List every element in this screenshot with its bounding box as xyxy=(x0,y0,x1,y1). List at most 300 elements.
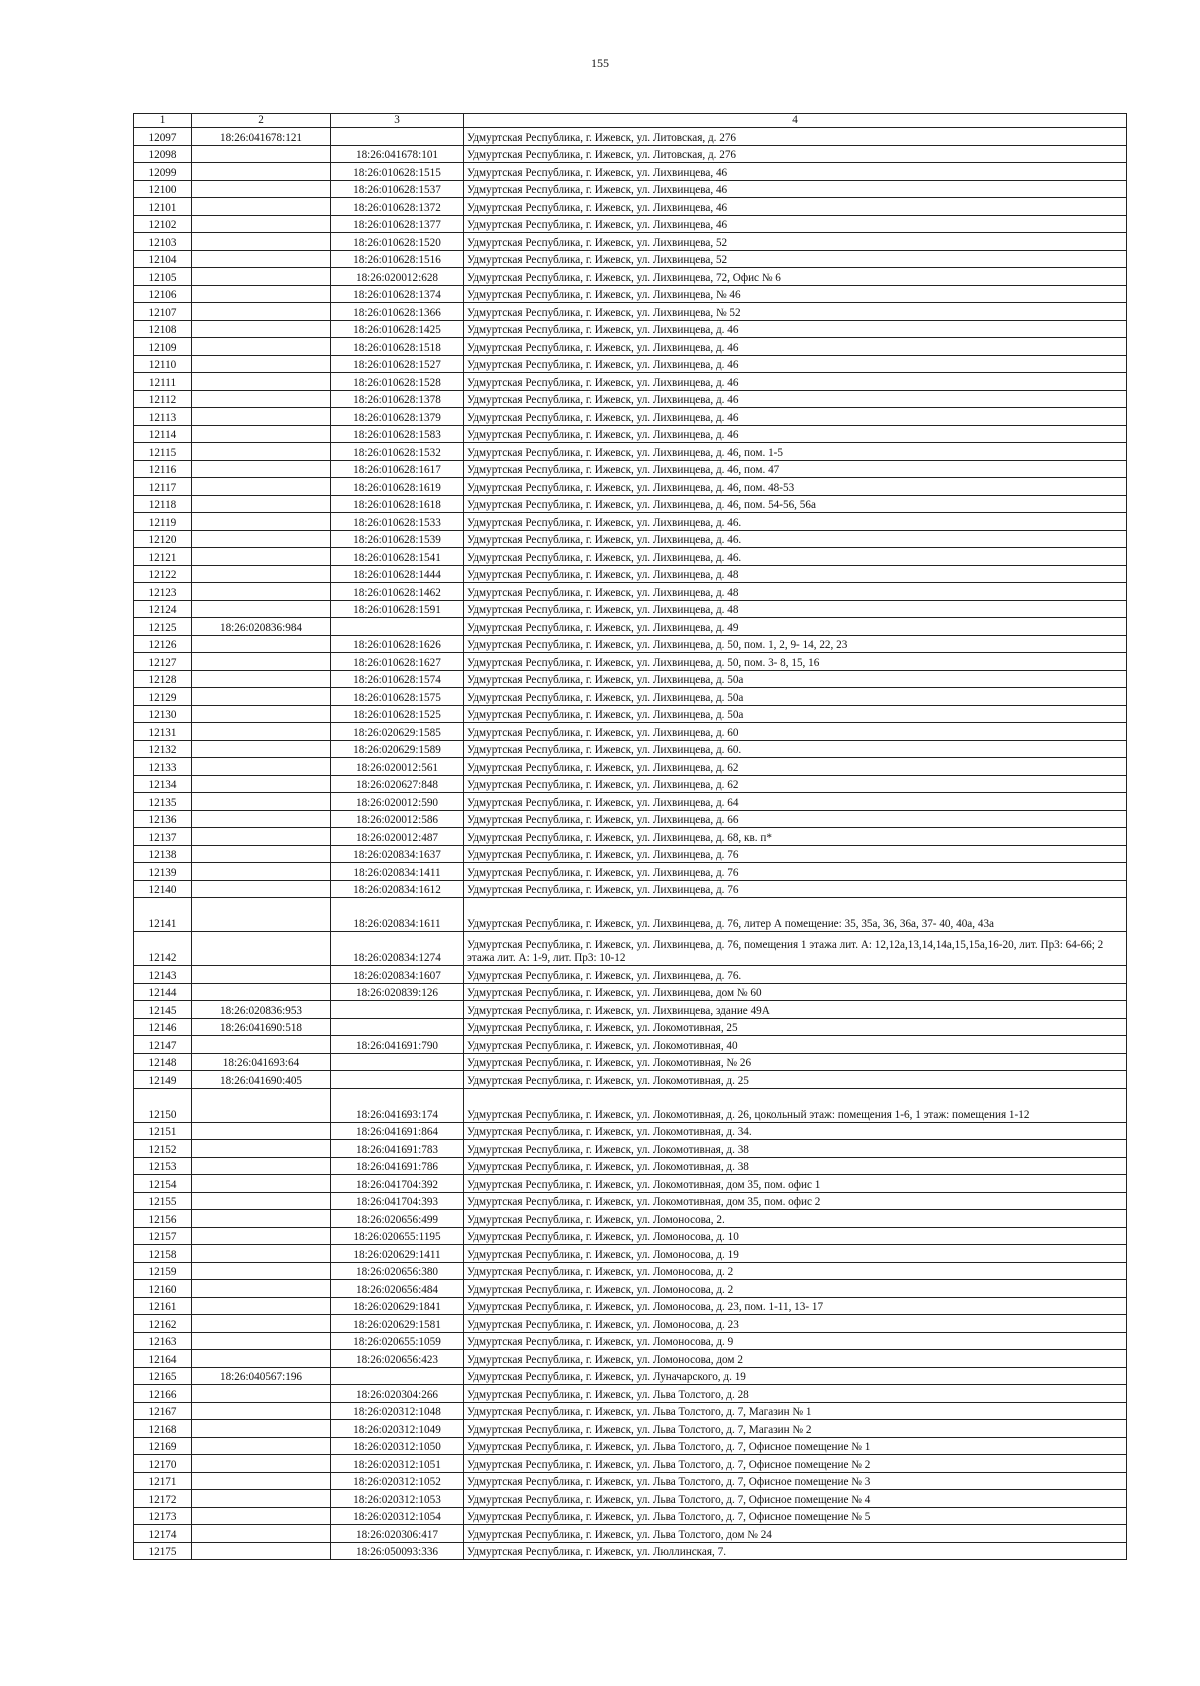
premises-cadastral-number-cell: 18:26:010628:1627 xyxy=(331,653,464,671)
premises-cadastral-number-cell: 18:26:020834:1274 xyxy=(331,932,464,966)
cadastral-number-cell xyxy=(192,1420,331,1438)
table-row xyxy=(134,1280,1127,1298)
cadastral-number-cell xyxy=(192,1140,331,1158)
premises-cadastral-number-cell: 18:26:020834:1612 xyxy=(331,880,464,898)
address-cell: Удмуртская Республика, г. Ижевск, ул. Лихвинцева, д. 68, кв. п* xyxy=(464,828,1127,846)
address-cell: Удмуртская Республика, г. Ижевск, ул. Ломоносова, 2. xyxy=(464,1210,1127,1228)
address-cell: Удмуртская Республика, г. Ижевск, ул. Лихвинцева, № 46 xyxy=(464,285,1127,303)
premises-cadastral-number-cell: 18:26:050093:336 xyxy=(331,1542,464,1560)
address-cell: Удмуртская Республика, г. Ижевск, ул. Лихвинцева, д. 50а xyxy=(464,705,1127,723)
cadastral-number-cell xyxy=(192,932,331,966)
row-number-cell: 12109 xyxy=(134,338,192,356)
table-row xyxy=(134,1350,1127,1368)
table-row xyxy=(134,583,1127,601)
address-cell: Удмуртская Республика, г. Ижевск, ул. Льва Толстого, д. 7, Магазин № 1 xyxy=(464,1402,1127,1420)
row-number-cell: 12141 xyxy=(134,898,192,932)
premises-cadastral-number-cell: 18:26:020656:423 xyxy=(331,1350,464,1368)
cadastral-number-cell xyxy=(192,1280,331,1298)
row-number-cell: 12127 xyxy=(134,653,192,671)
column-header: 4 xyxy=(464,114,1127,128)
cadastral-number-cell xyxy=(192,845,331,863)
address-cell: Удмуртская Республика, г. Ижевск, ул. Лихвинцева, 52 xyxy=(464,250,1127,268)
row-number-cell: 12165 xyxy=(134,1367,192,1385)
premises-cadastral-number-cell: 18:26:010628:1525 xyxy=(331,705,464,723)
premises-cadastral-number-cell: 18:26:010628:1626 xyxy=(331,635,464,653)
cadastral-number-cell xyxy=(192,198,331,216)
address-cell: Удмуртская Республика, г. Ижевск, ул. Лихвинцева, д. 46 xyxy=(464,338,1127,356)
address-cell: Удмуртская Республика, г. Ижевск, ул. Лихвинцева, д. 76, помещения 1 этажа лит. А: 12,12а,13,14,14а,15,15а,16-20, лит. Пр3: 64-66; 2 этажа лит. А: 1-9, лит. Пр3: 10-12 xyxy=(464,932,1127,966)
cadastral-number-cell xyxy=(192,443,331,461)
premises-cadastral-number-cell: 18:26:041691:786 xyxy=(331,1157,464,1175)
table-row xyxy=(134,1001,1127,1019)
cadastral-number-cell xyxy=(192,775,331,793)
cadastral-number-cell xyxy=(192,303,331,321)
table-row xyxy=(134,460,1127,478)
address-cell: Удмуртская Республика, г. Ижевск, ул. Локомотивная, д. 34. xyxy=(464,1122,1127,1140)
registry-table xyxy=(133,113,1127,1560)
table-row xyxy=(134,1367,1127,1385)
address-cell: Удмуртская Республика, г. Ижевск, ул. Лихвинцева, здание 49А xyxy=(464,1001,1127,1019)
table-row xyxy=(134,1245,1127,1263)
table-row xyxy=(134,1420,1127,1438)
table-row xyxy=(134,408,1127,426)
premises-cadastral-number-cell: 18:26:010628:1539 xyxy=(331,530,464,548)
row-number-cell: 12166 xyxy=(134,1385,192,1403)
address-cell: Удмуртская Республика, г. Ижевск, ул. Лихвинцева, д. 50а xyxy=(464,688,1127,706)
cadastral-number-cell xyxy=(192,966,331,984)
cadastral-number-cell xyxy=(192,723,331,741)
cadastral-number-cell xyxy=(192,1210,331,1228)
row-number-cell: 12160 xyxy=(134,1280,192,1298)
table-row xyxy=(134,1122,1127,1140)
address-cell: Удмуртская Республика, г. Ижевск, ул. Лихвинцева, д. 76, литер А помещение: 35, 35а, 36, 36а, 37- 40, 40а, 43а xyxy=(464,898,1127,932)
address-cell: Удмуртская Республика, г. Ижевск, ул. Льва Толстого, д. 7, Магазин № 2 xyxy=(464,1420,1127,1438)
cadastral-number-cell xyxy=(192,688,331,706)
row-number-cell: 12108 xyxy=(134,320,192,338)
cadastral-number-cell xyxy=(192,1297,331,1315)
cadastral-number-cell xyxy=(192,1315,331,1333)
cadastral-number-cell xyxy=(192,983,331,1001)
address-cell: Удмуртская Республика, г. Ижевск, ул. Локомотивная, д. 38 xyxy=(464,1140,1127,1158)
row-number-cell: 12149 xyxy=(134,1071,192,1089)
premises-cadastral-number-cell: 18:26:020834:1637 xyxy=(331,845,464,863)
premises-cadastral-number-cell: 18:26:020304:266 xyxy=(331,1385,464,1403)
row-number-cell: 12130 xyxy=(134,705,192,723)
table-row xyxy=(134,1385,1127,1403)
table-row xyxy=(134,793,1127,811)
premises-cadastral-number-cell: 18:26:020012:487 xyxy=(331,828,464,846)
table-row xyxy=(134,966,1127,984)
address-cell: Удмуртская Республика, г. Ижевск, ул. Лихвинцева, д. 66 xyxy=(464,810,1127,828)
cadastral-number-cell xyxy=(192,1122,331,1140)
address-cell: Удмуртская Республика, г. Ижевск, ул. Лихвинцева, д. 46, пом. 47 xyxy=(464,460,1127,478)
premises-cadastral-number-cell: 18:26:041678:101 xyxy=(331,145,464,163)
table-row xyxy=(134,740,1127,758)
address-cell: Удмуртская Республика, г. Ижевск, ул. Луначарского, д. 19 xyxy=(464,1367,1127,1385)
table-row xyxy=(134,1262,1127,1280)
premises-cadastral-number-cell: 18:26:020655:1195 xyxy=(331,1227,464,1245)
table-row xyxy=(134,495,1127,513)
address-cell: Удмуртская Республика, г. Ижевск, ул. Лихвинцева, д. 46, пом. 48-53 xyxy=(464,478,1127,496)
row-number-cell: 12148 xyxy=(134,1053,192,1071)
premises-cadastral-number-cell: 18:26:010628:1374 xyxy=(331,285,464,303)
address-cell: Удмуртская Республика, г. Ижевск, ул. Лихвинцева, д. 76 xyxy=(464,845,1127,863)
row-number-cell: 12139 xyxy=(134,863,192,881)
cadastral-number-cell xyxy=(192,1385,331,1403)
premises-cadastral-number-cell: 18:26:010628:1527 xyxy=(331,355,464,373)
cadastral-number-cell xyxy=(192,1525,331,1543)
address-cell: Удмуртская Республика, г. Ижевск, ул. Лихвинцева, д. 48 xyxy=(464,565,1127,583)
premises-cadastral-number-cell: 18:26:010628:1533 xyxy=(331,513,464,531)
cadastral-number-cell xyxy=(192,320,331,338)
registry-table-body xyxy=(134,114,1127,1560)
row-number-cell: 12125 xyxy=(134,618,192,636)
row-number-cell: 12112 xyxy=(134,390,192,408)
row-number-cell: 12162 xyxy=(134,1315,192,1333)
address-cell: Удмуртская Республика, г. Ижевск, ул. Лихвинцева, д. 60 xyxy=(464,723,1127,741)
row-number-cell: 12128 xyxy=(134,670,192,688)
table-row xyxy=(134,635,1127,653)
address-cell: Удмуртская Республика, г. Ижевск, ул. Ломоносова, д. 10 xyxy=(464,1227,1127,1245)
cadastral-number-cell xyxy=(192,863,331,881)
premises-cadastral-number-cell: 18:26:010628:1378 xyxy=(331,390,464,408)
premises-cadastral-number-cell: 18:26:010628:1372 xyxy=(331,198,464,216)
premises-cadastral-number-cell: 18:26:010628:1379 xyxy=(331,408,464,426)
cadastral-number-cell xyxy=(192,513,331,531)
address-cell: Удмуртская Республика, г. Ижевск, ул. Лихвинцева, д. 48 xyxy=(464,600,1127,618)
column-header: 2 xyxy=(192,114,331,128)
row-number-cell: 12098 xyxy=(134,145,192,163)
row-number-cell: 12174 xyxy=(134,1525,192,1543)
cadastral-number-cell xyxy=(192,163,331,181)
address-cell: Удмуртская Республика, г. Ижевск, ул. Лихвинцева, д. 46. xyxy=(464,513,1127,531)
premises-cadastral-number-cell: 18:26:041691:790 xyxy=(331,1036,464,1054)
cadastral-number-cell xyxy=(192,530,331,548)
table-row xyxy=(134,810,1127,828)
premises-cadastral-number-cell: 18:26:010628:1518 xyxy=(331,338,464,356)
row-number-cell: 12175 xyxy=(134,1542,192,1560)
row-number-cell: 12143 xyxy=(134,966,192,984)
cadastral-number-cell xyxy=(192,810,331,828)
address-cell: Удмуртская Республика, г. Ижевск, ул. Льва Толстого, д. 7, Офисное помещение № 4 xyxy=(464,1490,1127,1508)
table-header-row xyxy=(134,114,1127,128)
cadastral-number-cell xyxy=(192,285,331,303)
table-row xyxy=(134,600,1127,618)
address-cell: Удмуртская Республика, г. Ижевск, ул. Локомотивная, дом 35, пом. офис 2 xyxy=(464,1192,1127,1210)
row-number-cell: 12150 xyxy=(134,1088,192,1122)
address-cell: Удмуртская Республика, г. Ижевск, ул. Локомотивная, 40 xyxy=(464,1036,1127,1054)
table-row xyxy=(134,1455,1127,1473)
row-number-cell: 12117 xyxy=(134,478,192,496)
row-number-cell: 12147 xyxy=(134,1036,192,1054)
address-cell: Удмуртская Республика, г. Ижевск, ул. Льва Толстого, дом № 24 xyxy=(464,1525,1127,1543)
table-row xyxy=(134,898,1127,932)
cadastral-number-cell xyxy=(192,565,331,583)
address-cell: Удмуртская Республика, г. Ижевск, ул. Локомотивная, д. 38 xyxy=(464,1157,1127,1175)
cadastral-number-cell xyxy=(192,793,331,811)
address-cell: Удмуртская Республика, г. Ижевск, ул. Лихвинцева, 46 xyxy=(464,198,1127,216)
table-row xyxy=(134,180,1127,198)
table-row xyxy=(134,932,1127,966)
cadastral-number-cell xyxy=(192,880,331,898)
premises-cadastral-number-cell: 18:26:010628:1444 xyxy=(331,565,464,583)
address-cell: Удмуртская Республика, г. Ижевск, ул. Локомотивная, дом 35, пом. офис 1 xyxy=(464,1175,1127,1193)
premises-cadastral-number-cell: 18:26:010628:1532 xyxy=(331,443,464,461)
table-row xyxy=(134,250,1127,268)
premises-cadastral-number-cell: 18:26:041691:864 xyxy=(331,1122,464,1140)
cadastral-number-cell xyxy=(192,145,331,163)
premises-cadastral-number-cell: 18:26:020627:848 xyxy=(331,775,464,793)
table-row xyxy=(134,478,1127,496)
table-row xyxy=(134,355,1127,373)
table-row xyxy=(134,1507,1127,1525)
cadastral-number-cell xyxy=(192,1437,331,1455)
address-cell: Удмуртская Республика, г. Ижевск, ул. Локомотивная, 25 xyxy=(464,1018,1127,1036)
cadastral-number-cell xyxy=(192,390,331,408)
table-row xyxy=(134,1472,1127,1490)
table-row xyxy=(134,880,1127,898)
table-row xyxy=(134,723,1127,741)
table-row xyxy=(134,548,1127,566)
address-cell: Удмуртская Республика, г. Ижевск, ул. Лихвинцева, № 52 xyxy=(464,303,1127,321)
row-number-cell: 12122 xyxy=(134,565,192,583)
address-cell: Удмуртская Республика, г. Ижевск, ул. Ломоносова, д. 19 xyxy=(464,1245,1127,1263)
table-row xyxy=(134,145,1127,163)
address-cell: Удмуртская Республика, г. Ижевск, ул. Ломоносова, д. 23, пом. 1-11, 13- 17 xyxy=(464,1297,1127,1315)
row-number-cell: 12152 xyxy=(134,1140,192,1158)
row-number-cell: 12151 xyxy=(134,1122,192,1140)
row-number-cell: 12140 xyxy=(134,880,192,898)
address-cell: Удмуртская Республика, г. Ижевск, ул. Льва Толстого, д. 28 xyxy=(464,1385,1127,1403)
address-cell: Удмуртская Республика, г. Ижевск, ул. Лихвинцева, д. 50а xyxy=(464,670,1127,688)
cadastral-number-cell xyxy=(192,1192,331,1210)
cadastral-number-cell xyxy=(192,425,331,443)
row-number-cell: 12134 xyxy=(134,775,192,793)
cadastral-number-cell xyxy=(192,758,331,776)
table-row xyxy=(134,530,1127,548)
premises-cadastral-number-cell: 18:26:041704:392 xyxy=(331,1175,464,1193)
premises-cadastral-number-cell xyxy=(331,1053,464,1071)
row-number-cell: 12159 xyxy=(134,1262,192,1280)
row-number-cell: 12124 xyxy=(134,600,192,618)
premises-cadastral-number-cell: 18:26:020312:1053 xyxy=(331,1490,464,1508)
address-cell: Удмуртская Республика, г. Ижевск, ул. Лихвинцева, д. 62 xyxy=(464,775,1127,793)
cadastral-number-cell xyxy=(192,268,331,286)
cadastral-number-cell xyxy=(192,408,331,426)
address-cell: Удмуртская Республика, г. Ижевск, ул. Лихвинцева, д. 60. xyxy=(464,740,1127,758)
table-row xyxy=(134,670,1127,688)
table-row xyxy=(134,775,1127,793)
cadastral-number-cell: 18:26:041690:518 xyxy=(192,1018,331,1036)
address-cell: Удмуртская Республика, г. Ижевск, ул. Ломоносова, д. 23 xyxy=(464,1315,1127,1333)
cadastral-number-cell xyxy=(192,600,331,618)
row-number-cell: 12172 xyxy=(134,1490,192,1508)
row-number-cell: 12157 xyxy=(134,1227,192,1245)
premises-cadastral-number-cell xyxy=(331,1367,464,1385)
premises-cadastral-number-cell: 18:26:020629:1581 xyxy=(331,1315,464,1333)
premises-cadastral-number-cell: 18:26:010628:1591 xyxy=(331,600,464,618)
address-cell: Удмуртская Республика, г. Ижевск, ул. Лихвинцева, д. 46 xyxy=(464,425,1127,443)
row-number-cell: 12099 xyxy=(134,163,192,181)
table-row xyxy=(134,1088,1127,1122)
table-row xyxy=(134,1437,1127,1455)
premises-cadastral-number-cell: 18:26:010628:1537 xyxy=(331,180,464,198)
row-number-cell: 12102 xyxy=(134,215,192,233)
address-cell: Удмуртская Республика, г. Ижевск, ул. Лихвинцева, д. 46 xyxy=(464,355,1127,373)
premises-cadastral-number-cell: 18:26:010628:1618 xyxy=(331,495,464,513)
premises-cadastral-number-cell xyxy=(331,1001,464,1019)
premises-cadastral-number-cell: 18:26:010628:1575 xyxy=(331,688,464,706)
premises-cadastral-number-cell: 18:26:020012:586 xyxy=(331,810,464,828)
address-cell: Удмуртская Республика, г. Ижевск, ул. Лихвинцева, д. 46. xyxy=(464,548,1127,566)
cadastral-number-cell: 18:26:041690:405 xyxy=(192,1071,331,1089)
row-number-cell: 12131 xyxy=(134,723,192,741)
row-number-cell: 12114 xyxy=(134,425,192,443)
address-cell: Удмуртская Республика, г. Ижевск, ул. Ломоносова, д. 9 xyxy=(464,1332,1127,1350)
premises-cadastral-number-cell: 18:26:020312:1054 xyxy=(331,1507,464,1525)
premises-cadastral-number-cell: 18:26:020312:1048 xyxy=(331,1402,464,1420)
premises-cadastral-number-cell: 18:26:020834:1611 xyxy=(331,898,464,932)
cadastral-number-cell xyxy=(192,1262,331,1280)
table-row xyxy=(134,303,1127,321)
address-cell: Удмуртская Республика, г. Ижевск, ул. Льва Толстого, д. 7, Офисное помещение № 1 xyxy=(464,1437,1127,1455)
row-number-cell: 12154 xyxy=(134,1175,192,1193)
row-number-cell: 12136 xyxy=(134,810,192,828)
premises-cadastral-number-cell: 18:26:010628:1574 xyxy=(331,670,464,688)
row-number-cell: 12144 xyxy=(134,983,192,1001)
row-number-cell: 12171 xyxy=(134,1472,192,1490)
row-number-cell: 12142 xyxy=(134,932,192,966)
row-number-cell: 12116 xyxy=(134,460,192,478)
premises-cadastral-number-cell: 18:26:020629:1585 xyxy=(331,723,464,741)
premises-cadastral-number-cell: 18:26:041704:393 xyxy=(331,1192,464,1210)
premises-cadastral-number-cell: 18:26:010628:1462 xyxy=(331,583,464,601)
table-row xyxy=(134,1175,1127,1193)
table-row xyxy=(134,320,1127,338)
cadastral-number-cell xyxy=(192,898,331,932)
table-row xyxy=(134,828,1127,846)
premises-cadastral-number-cell: 18:26:020012:561 xyxy=(331,758,464,776)
table-row xyxy=(134,198,1127,216)
table-row xyxy=(134,1018,1127,1036)
premises-cadastral-number-cell: 18:26:010628:1425 xyxy=(331,320,464,338)
premises-cadastral-number-cell: 18:26:010628:1516 xyxy=(331,250,464,268)
row-number-cell: 12164 xyxy=(134,1350,192,1368)
premises-cadastral-number-cell: 18:26:020656:380 xyxy=(331,1262,464,1280)
cadastral-number-cell xyxy=(192,1402,331,1420)
premises-cadastral-number-cell: 18:26:010628:1619 xyxy=(331,478,464,496)
cadastral-number-cell xyxy=(192,583,331,601)
premises-cadastral-number-cell: 18:26:020312:1049 xyxy=(331,1420,464,1438)
premises-cadastral-number-cell: 18:26:020312:1052 xyxy=(331,1472,464,1490)
table-row xyxy=(134,565,1127,583)
cadastral-number-cell xyxy=(192,1455,331,1473)
premises-cadastral-number-cell: 18:26:041691:783 xyxy=(331,1140,464,1158)
premises-cadastral-number-cell: 18:26:020834:1411 xyxy=(331,863,464,881)
premises-cadastral-number-cell: 18:26:010628:1377 xyxy=(331,215,464,233)
premises-cadastral-number-cell xyxy=(331,1018,464,1036)
table-row xyxy=(134,215,1127,233)
address-cell: Удмуртская Республика, г. Ижевск, ул. Лихвинцева, д. 49 xyxy=(464,618,1127,636)
address-cell: Удмуртская Республика, г. Ижевск, ул. Лихвинцева, 46 xyxy=(464,215,1127,233)
cadastral-number-cell xyxy=(192,373,331,391)
table-row xyxy=(134,443,1127,461)
cadastral-number-cell xyxy=(192,1490,331,1508)
cadastral-number-cell: 18:26:041693:64 xyxy=(192,1053,331,1071)
address-cell: Удмуртская Республика, г. Ижевск, ул. Локомотивная, д. 25 xyxy=(464,1071,1127,1089)
address-cell: Удмуртская Республика, г. Ижевск, ул. Лихвинцева, д. 76 xyxy=(464,863,1127,881)
row-number-cell: 12173 xyxy=(134,1507,192,1525)
table-row xyxy=(134,845,1127,863)
address-cell: Удмуртская Республика, г. Ижевск, ул. Лихвинцева, дом № 60 xyxy=(464,983,1127,1001)
address-cell: Удмуртская Республика, г. Ижевск, ул. Литовская, д. 276 xyxy=(464,145,1127,163)
table-row xyxy=(134,128,1127,146)
table-row xyxy=(134,285,1127,303)
address-cell: Удмуртская Республика, г. Ижевск, ул. Лихвинцева, д. 46 xyxy=(464,373,1127,391)
table-row xyxy=(134,338,1127,356)
row-number-cell: 12101 xyxy=(134,198,192,216)
cadastral-number-cell xyxy=(192,1350,331,1368)
address-cell: Удмуртская Республика, г. Ижевск, ул. Ломоносова, дом 2 xyxy=(464,1350,1127,1368)
row-number-cell: 12123 xyxy=(134,583,192,601)
row-number-cell: 12119 xyxy=(134,513,192,531)
premises-cadastral-number-cell: 18:26:010628:1515 xyxy=(331,163,464,181)
table-row xyxy=(134,233,1127,251)
premises-cadastral-number-cell: 18:26:020012:590 xyxy=(331,793,464,811)
address-cell: Удмуртская Республика, г. Ижевск, ул. Льва Толстого, д. 7, Офисное помещение № 5 xyxy=(464,1507,1127,1525)
table-row xyxy=(134,1402,1127,1420)
premises-cadastral-number-cell: 18:26:010628:1366 xyxy=(331,303,464,321)
table-row xyxy=(134,425,1127,443)
table-row xyxy=(134,1315,1127,1333)
row-number-cell: 12161 xyxy=(134,1297,192,1315)
cadastral-number-cell xyxy=(192,1472,331,1490)
address-cell: Удмуртская Республика, г. Ижевск, ул. Лихвинцева, 52 xyxy=(464,233,1127,251)
address-cell: Удмуртская Республика, г. Ижевск, ул. Лихвинцева, д. 48 xyxy=(464,583,1127,601)
premises-cadastral-number-cell: 18:26:020312:1050 xyxy=(331,1437,464,1455)
row-number-cell: 12133 xyxy=(134,758,192,776)
cadastral-number-cell xyxy=(192,1245,331,1263)
table-row xyxy=(134,863,1127,881)
table-row xyxy=(134,1140,1127,1158)
address-cell: Удмуртская Республика, г. Ижевск, ул. Лихвинцева, д. 64 xyxy=(464,793,1127,811)
premises-cadastral-number-cell xyxy=(331,618,464,636)
cadastral-number-cell: 18:26:020836:984 xyxy=(192,618,331,636)
premises-cadastral-number-cell: 18:26:010628:1541 xyxy=(331,548,464,566)
row-number-cell: 12105 xyxy=(134,268,192,286)
address-cell: Удмуртская Республика, г. Ижевск, ул. Люллинская, 7. xyxy=(464,1542,1127,1560)
row-number-cell: 12097 xyxy=(134,128,192,146)
address-cell: Удмуртская Республика, г. Ижевск, ул. Лихвинцева, д. 46 xyxy=(464,390,1127,408)
row-number-cell: 12163 xyxy=(134,1332,192,1350)
address-cell: Удмуртская Республика, г. Ижевск, ул. Лихвинцева, д. 76 xyxy=(464,880,1127,898)
cadastral-number-cell xyxy=(192,1036,331,1054)
row-number-cell: 12110 xyxy=(134,355,192,373)
table-row xyxy=(134,268,1127,286)
premises-cadastral-number-cell: 18:26:010628:1583 xyxy=(331,425,464,443)
row-number-cell: 12107 xyxy=(134,303,192,321)
row-number-cell: 12153 xyxy=(134,1157,192,1175)
premises-cadastral-number-cell: 18:26:010628:1617 xyxy=(331,460,464,478)
row-number-cell: 12118 xyxy=(134,495,192,513)
cadastral-number-cell xyxy=(192,233,331,251)
table-row xyxy=(134,1542,1127,1560)
row-number-cell: 12156 xyxy=(134,1210,192,1228)
table-row xyxy=(134,1053,1127,1071)
cadastral-number-cell xyxy=(192,705,331,723)
row-number-cell: 12155 xyxy=(134,1192,192,1210)
table-row xyxy=(134,513,1127,531)
